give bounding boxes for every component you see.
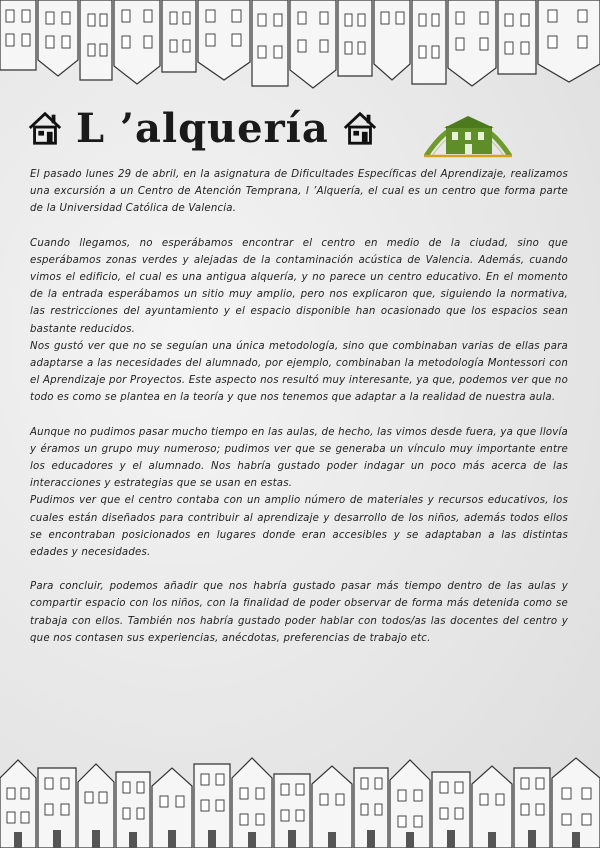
houses-illustration-bottom [0,738,600,848]
paragraph-intro: El pasado lunes 29 de abril, en la asignatura de Dificultades Específicas del Aprendizaje, realizamos una excursión a un Centro de Atención Temprana, l ’Alquería, el cual es un centro que forma parte de la Universidad Católica de Valencia. [30,169,568,215]
paragraph-classrooms: Aunque no pudimos pasar mucho tiempo en las aulas, de hecho, las vimos desde fuera, ya que llovía y éramos un grupo muy numeroso; pudimos ver que se generaba un vínculo muy importante entre los educadores y el alumnado. Nos habría gustado poder indagar un poco más acerca de las interacciones y estrategias que se usan en estas. [30,426,568,490]
page-title: L ’alquería [76,104,329,152]
paragraph-gap [30,218,568,235]
house-icon [26,109,64,147]
campus-capacitas-seal [418,100,518,164]
paragraph-arrival: Cuando llegamos, no esperábamos encontrar el centro en medio de la ciudad, sino que esperábamos zonas verdes y alejadas de la contaminación acústica de Valencia. Además, cuando vimos el edificio, el cual es una antigua alquería, y no parece un centro educativo. En el momento de la entrada esperábamos un sitio muy amplio, pero nos explicaron que, siguiendo la normativa, las restricciones del ayuntamiento y el espacio disponible han ocasionado que los espacios sean bastante reducidos. [30,237,568,335]
paragraph-materials: Pudimos ver que el centro contaba con un amplio número de materiales y recursos educativos, los cuales están diseñados para contribuir al aprendizaje y desarrollo de los niños, además todos ellos se encontraban posicionados en lugares donde eran accesibles y se adaptaban a las distintas edades y necesidades. [30,495,568,559]
house-icon [341,109,379,147]
paragraph-conclusion: Para concluir, podemos añadir que nos habría gustado pasar más tiempo dentro de las aulas y compartir espacio con los niños, con la finalidad de poder observar de forma más detenida como se trabaja con ellos. También nos habría gustado poder hablar con todos/as las docentes del centro y que nos contasen sus experiencias, anécdotas, preferencias de trabajo etc. [30,581,568,644]
seal-logo-icon [418,100,518,164]
title-row [26,100,379,156]
bottom-houses-border [0,738,600,848]
paragraph-gap [30,561,568,578]
article-body [30,166,568,647]
houses-illustration-top [0,0,600,100]
paragraph-methodology: Nos gustó ver que no se seguían una única metodología, sino que combinaban varias de ellas para adaptarse a las necesidades del alumnado, por ejemplo, combinaban la metodología Montessori con el Aprendizaje por Proyectos. Este aspecto nos resultó muy interesante, ya que, podemos ver que no todo es como se plantea en la teoría y que nos tenemos que adaptar a la realidad de nuestra aula. [30,340,568,404]
top-houses-border [0,0,600,100]
paragraph-gap [30,407,568,424]
